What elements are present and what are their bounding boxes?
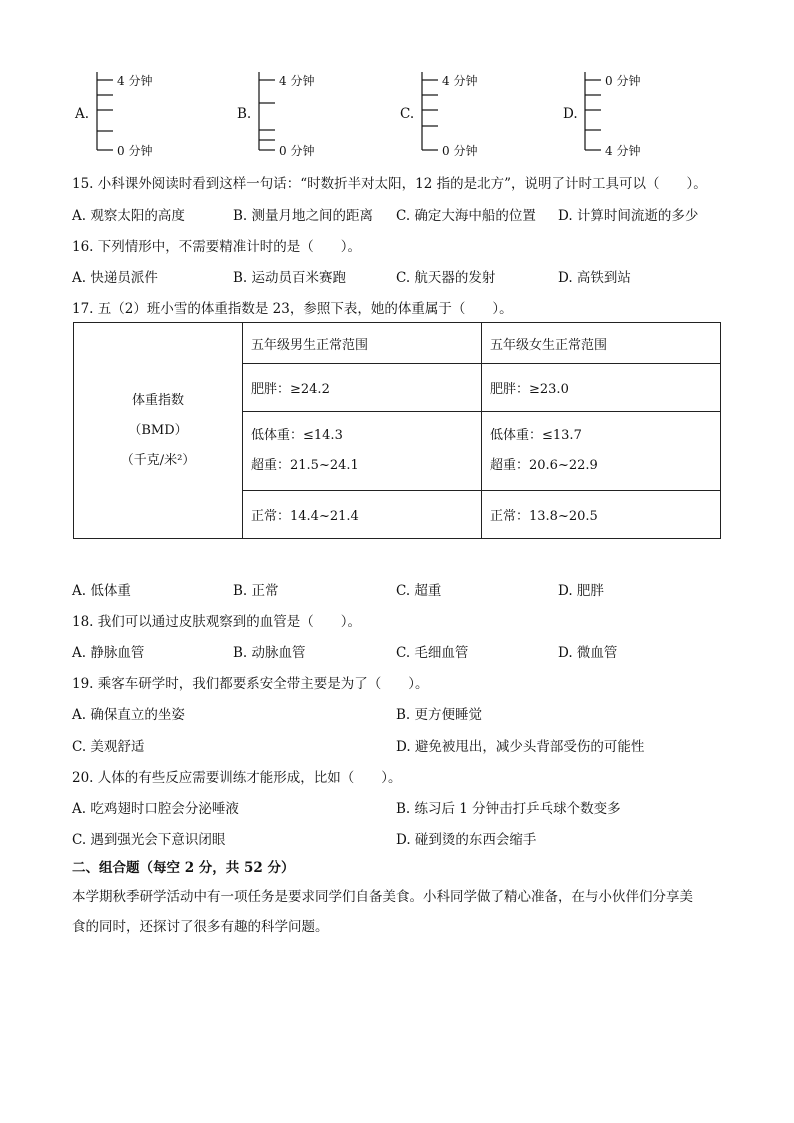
option-b-scale xyxy=(237,68,367,160)
question-20-stem: 20. 人体的有些反应需要训练才能形成，比如（ ）。 xyxy=(72,770,402,786)
option-letter: D. xyxy=(563,106,578,122)
option-d-scale xyxy=(563,68,693,160)
option-letter: A. xyxy=(75,106,90,122)
option-c: C. 毛细血管 xyxy=(396,645,469,661)
scale-top-label: 4 分钟 xyxy=(279,74,315,88)
option-b: B. 更方便睡觉 xyxy=(396,707,483,723)
question-19-stem: 19. 乘客车研学时，我们都要系安全带主要是为了（ ）。 xyxy=(72,676,429,692)
option-a: A. 确保直立的坐姿 xyxy=(72,707,185,723)
female-normal: 正常：13.8~20.5 xyxy=(482,491,721,539)
scale-bottom-label: 4 分钟 xyxy=(605,144,641,158)
option-a: A. 吃鸡翅时口腔会分泌唾液 xyxy=(72,801,239,817)
option-c-scale xyxy=(400,68,530,160)
female-underweight: 低体重：≤13.7 xyxy=(490,428,582,443)
option-d: D. 肥胖 xyxy=(558,583,604,599)
male-obese: 肥胖：≥24.2 xyxy=(243,364,482,412)
option-b: B. 运动员百米赛跑 xyxy=(233,270,347,286)
male-header: 五年级男生正常范围 xyxy=(243,323,482,364)
option-d: D. 碰到烫的东西会缩手 xyxy=(396,832,537,848)
scale-bottom-label: 0 分钟 xyxy=(117,144,153,158)
option-b: B. 正常 xyxy=(233,583,279,599)
option-a: A. 快递员派件 xyxy=(72,270,158,286)
option-b: B. 测量月地之间的距离 xyxy=(233,208,374,224)
question-16-stem: 16. 下列情形中，不需要精准计时的是（ ）。 xyxy=(72,239,362,255)
male-overweight: 超重：21.5~24.1 xyxy=(251,458,359,473)
option-letter: C. xyxy=(400,106,415,122)
female-header: 五年级女生正常范围 xyxy=(482,323,721,364)
scale-top-label: 0 分钟 xyxy=(605,74,641,88)
male-under-over-cell xyxy=(243,412,482,491)
section-paragraph-line-1: 本学期秋季研学活动中有一项任务是要求同学们自备美食。小科同学做了精心准备，在与小伙伴们分享美 xyxy=(72,889,693,905)
option-c: C. 美观舒适 xyxy=(72,739,145,755)
option-c: C. 航天器的发射 xyxy=(396,270,496,286)
section-heading: 二、组合题（每空 2 分，共 52 分） xyxy=(72,860,295,876)
option-a-scale xyxy=(75,68,205,160)
option-b: B. 练习后 1 分钟击打乒乓球个数变多 xyxy=(396,801,621,817)
question-18-stem: 18. 我们可以通过皮肤观察到的血管是（ ）。 xyxy=(72,614,362,630)
section-paragraph-line-2: 食的同时，还探讨了很多有趣的科学问题。 xyxy=(72,919,329,935)
option-d: D. 计算时间流逝的多少 xyxy=(558,208,699,224)
question-15-stem: 15. 小科课外阅读时看到这样一句话：“时数折半对太阳，12 指的是北方”，说明了计时工具可以（ ）。 xyxy=(72,176,707,192)
scale-top-label: 4 分钟 xyxy=(442,74,478,88)
female-under-over-cell xyxy=(482,412,721,491)
table-left-label-cell xyxy=(74,323,243,539)
option-letter: B. xyxy=(237,106,252,122)
option-d: D. 高铁到站 xyxy=(558,270,631,286)
option-c: C. 超重 xyxy=(396,583,442,599)
option-c: C. 遇到强光会下意识闭眼 xyxy=(72,832,226,848)
table-left-label-line: （BMD） xyxy=(128,422,188,438)
scale-bottom-label: 0 分钟 xyxy=(442,144,478,158)
table-left-label-line: 体重指数 xyxy=(131,392,184,408)
option-a: A. 低体重 xyxy=(72,583,131,599)
male-normal: 正常：14.4~21.4 xyxy=(243,491,482,539)
option-c: C. 确定大海中船的位置 xyxy=(396,208,536,224)
bmi-reference-table xyxy=(73,322,721,539)
option-b: B. 动脉血管 xyxy=(233,645,306,661)
table-left-label-line: （千克/米²） xyxy=(120,452,196,468)
female-overweight: 超重：20.6~22.9 xyxy=(490,458,598,473)
option-d: D. 避免被甩出，减少头背部受伤的可能性 xyxy=(396,739,645,755)
option-d: D. 微血管 xyxy=(558,645,618,661)
male-underweight: 低体重：≤14.3 xyxy=(251,428,343,443)
female-obese: 肥胖：≥23.0 xyxy=(482,364,721,412)
scale-bottom-label: 0 分钟 xyxy=(279,144,315,158)
option-a: A. 静脉血管 xyxy=(72,645,145,661)
question-17-stem: 17. 五（2）班小雪的体重指数是 23，参照下表，她的体重属于（ ）。 xyxy=(72,301,513,317)
option-a: A. 观察太阳的高度 xyxy=(72,208,185,224)
scale-top-label: 4 分钟 xyxy=(117,74,153,88)
